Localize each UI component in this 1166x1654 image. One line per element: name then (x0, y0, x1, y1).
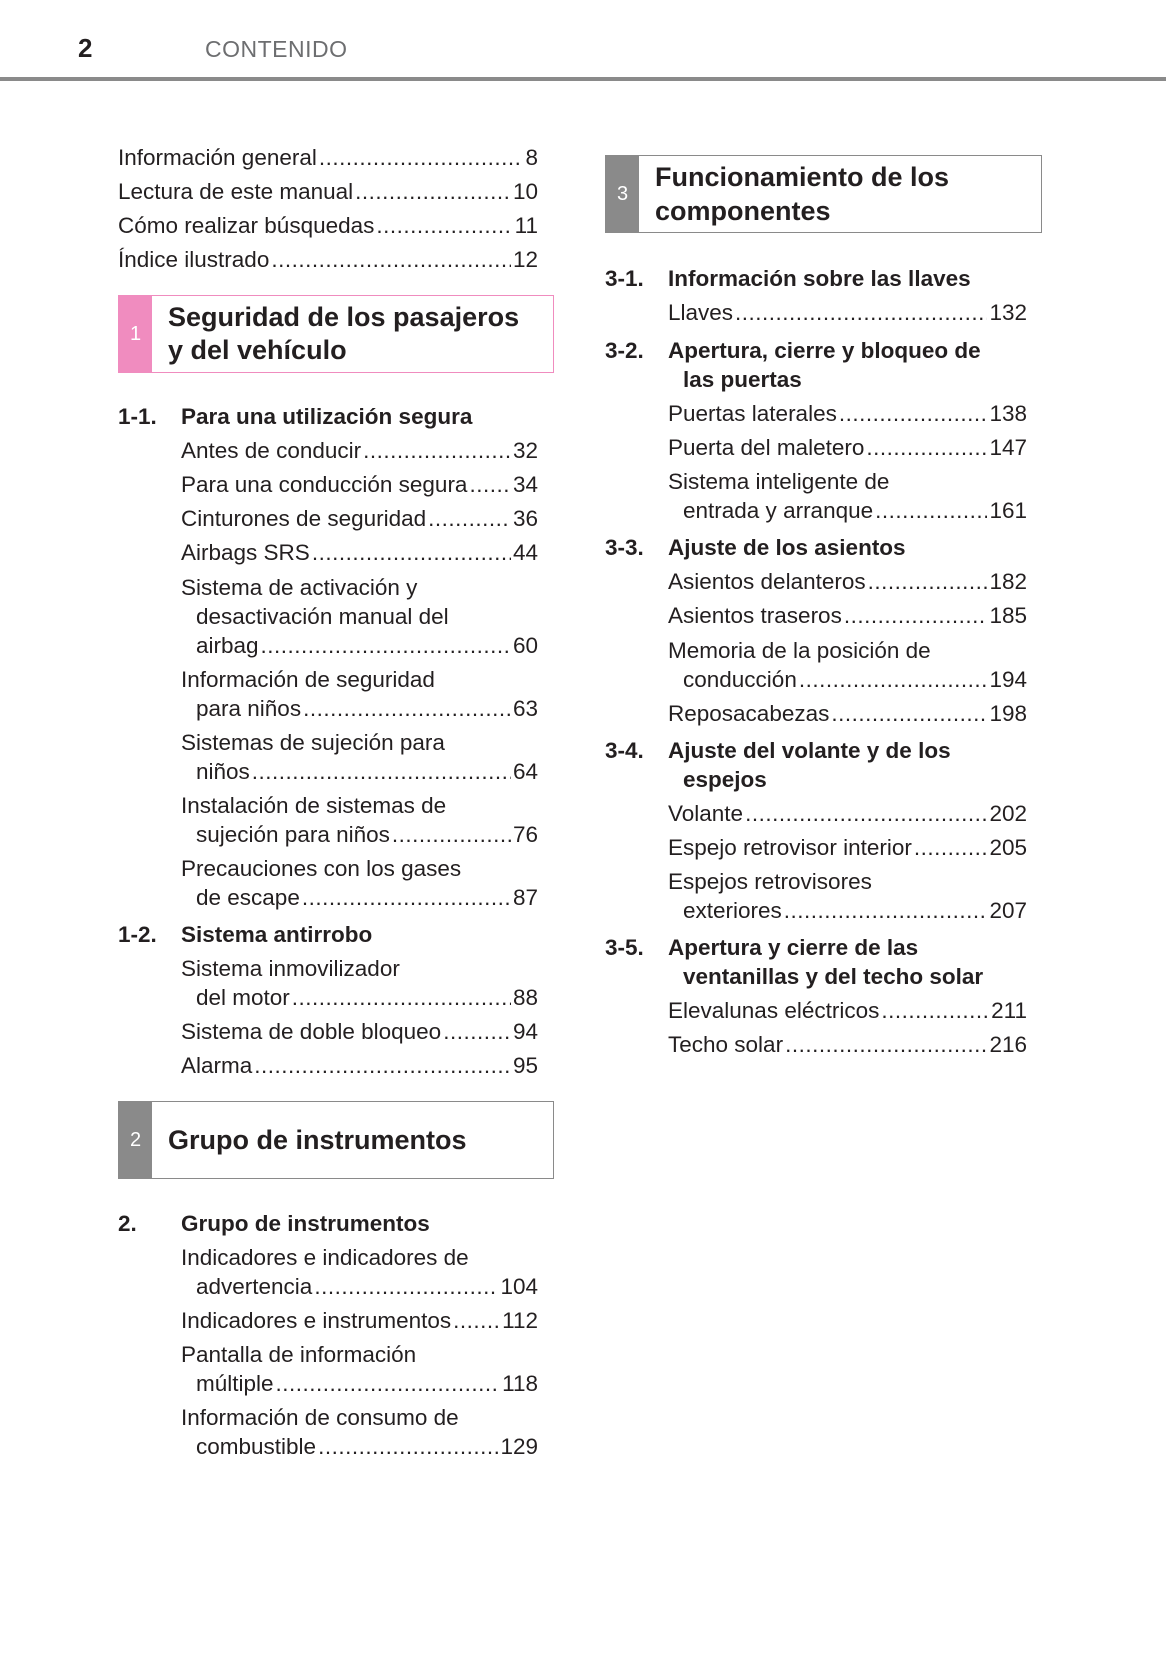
toc-entry-page: 10 (512, 179, 538, 204)
section-title-line2[interactable]: las puertas (683, 367, 802, 392)
toc-entry[interactable] (668, 302, 1027, 325)
toc-entry-page: 88 (512, 985, 538, 1010)
toc-entry-page: 95 (512, 1053, 538, 1078)
chapter-1-title-line1: Seguridad de los pasajeros (168, 302, 520, 332)
toc-entry-label-line1[interactable]: Memoria de la posición de (668, 638, 931, 663)
leader-dots (784, 900, 988, 923)
toc-entry-page: 94 (512, 1019, 538, 1044)
leader-dots (785, 1034, 987, 1057)
chapter-1-header[interactable] (118, 295, 554, 373)
toc-entry-page: 112 (502, 1308, 538, 1333)
section-title: Para una utilización segura (181, 404, 473, 429)
toc-entry-label-line1[interactable]: Espejos retrovisores (668, 869, 872, 894)
leader-dots (392, 824, 511, 847)
toc-entry-page: 34 (512, 472, 538, 497)
toc-entry[interactable] (181, 474, 538, 497)
toc-entry[interactable] (181, 1021, 538, 1044)
toc-entry-label: airbag (196, 633, 259, 658)
leader-dots (844, 605, 988, 628)
leader-dots (443, 1021, 511, 1044)
toc-entry[interactable] (181, 440, 538, 463)
section-title: Grupo de instrumentos (181, 1211, 430, 1236)
page-header (0, 0, 1166, 82)
leader-dots (914, 837, 988, 860)
toc-entry-page: 138 (989, 401, 1027, 426)
leader-dots (376, 215, 512, 238)
toc-entry-label: Asientos traseros (668, 603, 842, 628)
section-number: 2. (118, 1211, 137, 1236)
section-title-line2[interactable]: ventanillas y del techo solar (683, 964, 984, 989)
leader-dots (303, 698, 511, 721)
leader-dots (302, 887, 511, 910)
toc-entry[interactable] (196, 824, 538, 847)
toc-entry-label: Espejo retrovisor interior (668, 835, 912, 860)
leader-dots (261, 635, 511, 658)
toc-entry-page: 182 (989, 569, 1027, 594)
toc-entry-page: 118 (502, 1371, 538, 1396)
toc-entry[interactable] (683, 900, 1027, 923)
toc-entry-label-line1[interactable]: Sistemas de sujeción para (181, 730, 445, 755)
toc-entry-label: Reposacabezas (668, 701, 830, 726)
chapter-3-tab: 3 (606, 156, 639, 232)
leader-dots (312, 542, 511, 565)
section-number: 3-5. (605, 935, 644, 960)
leader-dots (866, 437, 987, 460)
toc-entry-page: 104 (500, 1274, 538, 1299)
toc-entry-page: 202 (989, 801, 1027, 826)
toc-entry-label: sujeción para niños (196, 822, 390, 847)
toc-entry[interactable] (683, 669, 1027, 692)
toc-entry-page: 32 (512, 438, 538, 463)
toc-entry[interactable] (118, 181, 538, 204)
header-rule (0, 77, 1166, 81)
toc-entry-label: Sistema de doble bloqueo (181, 1019, 442, 1044)
chapter-2-header[interactable] (118, 1101, 554, 1179)
leader-dots (276, 1373, 501, 1396)
toc-entry-label: Índice ilustrado (118, 247, 270, 272)
toc-entry-page: 185 (989, 603, 1027, 628)
section-title: Sistema antirrobo (181, 922, 373, 947)
leader-dots (318, 1436, 498, 1459)
toc-entry-label: múltiple (196, 1371, 274, 1396)
toc-entry[interactable] (196, 987, 538, 1010)
toc-entry-label: exteriores (683, 898, 782, 923)
toc-entry-label: entrada y arranque (683, 498, 874, 523)
toc-entry[interactable] (668, 437, 1027, 460)
toc-entry-page: 211 (991, 998, 1027, 1023)
toc-entry[interactable] (196, 1373, 538, 1396)
leader-dots (469, 474, 511, 497)
toc-entry-page: 87 (512, 885, 538, 910)
toc-entry-page: 12 (512, 247, 538, 272)
leader-dots (428, 508, 511, 531)
leader-dots (881, 1000, 989, 1023)
toc-entry-page: 11 (514, 213, 538, 238)
page-number: 2 (78, 33, 93, 63)
toc-entry-page: 60 (512, 633, 538, 658)
leader-dots (831, 703, 987, 726)
section-title-line2[interactable]: espejos (683, 767, 767, 792)
toc-entry-label: combustible (196, 1434, 317, 1459)
toc-entry[interactable] (181, 1055, 538, 1078)
leader-dots (363, 440, 511, 463)
toc-entry-page: 207 (989, 898, 1027, 923)
section-title: Ajuste del volante y de los (668, 738, 951, 763)
toc-entry-page: 44 (512, 540, 538, 565)
toc-entry-label-line1[interactable]: Instalación de sistemas de (181, 793, 447, 818)
toc-entry-label: Lectura de este manual (118, 179, 354, 204)
toc-entry[interactable] (196, 1436, 538, 1459)
toc-entry-label-line1[interactable]: Pantalla de información (181, 1342, 417, 1367)
leader-dots (314, 1276, 498, 1299)
toc-entry-label: del motor (196, 985, 290, 1010)
leader-dots (868, 571, 988, 594)
toc-entry-page: 129 (500, 1434, 538, 1459)
toc-entry-label: Antes de conducir (181, 438, 362, 463)
toc-entry-label: conducción (683, 667, 797, 692)
toc-entry[interactable] (668, 1034, 1027, 1057)
toc-entry[interactable] (118, 215, 538, 238)
toc-entry-label-line1[interactable]: Sistema de activación y (181, 575, 418, 600)
section-title: Apertura, cierre y bloqueo de (668, 338, 981, 363)
toc-entry[interactable] (668, 1000, 1027, 1023)
toc-entry-label-line1[interactable]: Información de seguridad (181, 667, 435, 692)
leader-dots (292, 987, 511, 1010)
toc-entry[interactable] (668, 571, 1027, 594)
toc-entry-label: niños (196, 759, 250, 784)
section-title: Información sobre las llaves (668, 266, 971, 291)
toc-entry-page: 147 (989, 435, 1027, 460)
toc-entry[interactable] (181, 542, 538, 565)
toc-entry-label: de escape (196, 885, 300, 910)
leader-dots (799, 669, 988, 692)
toc-entry-label: Llaves (668, 300, 734, 325)
toc-entry-label: Puerta del maletero (668, 435, 865, 460)
chapter-3-title-line2: componentes (655, 196, 831, 226)
toc-entry-page: 205 (989, 835, 1027, 860)
toc-entry-page: 36 (512, 506, 538, 531)
toc-entry-label: Información general (118, 145, 317, 170)
header-title: CONTENIDO (205, 36, 348, 62)
toc-entry[interactable] (668, 803, 1027, 826)
toc-entry-label-line1[interactable]: Sistema inteligente de (668, 469, 890, 494)
leader-dots (319, 147, 524, 170)
toc-entry-label-line1[interactable]: Indicadores e indicadores de (181, 1245, 469, 1270)
section-number: 3-1. (605, 266, 644, 291)
toc-entry-page: 76 (512, 822, 538, 847)
toc-entry-label: advertencia (196, 1274, 313, 1299)
leader-dots (254, 1055, 511, 1078)
toc-entry[interactable] (118, 249, 538, 272)
section-number: 3-2. (605, 338, 644, 363)
toc-entry-label: Techo solar (668, 1032, 784, 1057)
toc-entry[interactable] (668, 605, 1027, 628)
chapter-3-title-line1: Funcionamiento de los (655, 162, 950, 192)
toc-entry-label-line2[interactable]: desactivación manual del (196, 604, 449, 629)
toc-entry-label-line1[interactable]: Precauciones con los gases (181, 856, 462, 881)
toc-entry[interactable] (196, 887, 538, 910)
toc-entry-label: Alarma (181, 1053, 253, 1078)
toc-entry-label-line1[interactable]: Sistema inmovilizador (181, 956, 400, 981)
leader-dots (453, 1310, 500, 1333)
toc-entry[interactable] (196, 698, 538, 721)
toc-entry[interactable] (668, 703, 1027, 726)
toc-entry-page: 198 (989, 701, 1027, 726)
toc-entry-label: Cómo realizar búsquedas (118, 213, 375, 238)
section-number: 1-1. (118, 404, 157, 429)
toc-entry[interactable] (668, 403, 1027, 426)
leader-dots (735, 302, 987, 325)
toc-entry-label: Volante (668, 801, 744, 826)
leader-dots (355, 181, 511, 204)
leader-dots (252, 761, 511, 784)
toc-entry-label: Airbags SRS (181, 540, 310, 565)
toc-entry-label: Puertas laterales (668, 401, 837, 426)
toc-entry-label: Indicadores e instrumentos (181, 1308, 452, 1333)
leader-dots (839, 403, 988, 426)
toc-entry[interactable] (196, 761, 538, 784)
toc-entry-label-line1[interactable]: Información de consumo de (181, 1405, 459, 1430)
section-number: 3-4. (605, 738, 644, 763)
toc-entry-label: Para una conducción segura (181, 472, 468, 497)
toc-entry-page: 161 (989, 498, 1027, 523)
toc-entry[interactable] (196, 1276, 538, 1299)
toc-entry[interactable] (118, 147, 538, 170)
chapter-2-title: Grupo de instrumentos (168, 1125, 467, 1155)
toc-entry[interactable] (181, 508, 538, 531)
toc-entry-page: 64 (512, 759, 538, 784)
toc-entry-page: 8 (525, 145, 538, 170)
toc-entry-label: Asientos delanteros (668, 569, 866, 594)
toc-entry-page: 63 (512, 696, 538, 721)
toc-entry[interactable] (196, 635, 538, 658)
section-number: 1-2. (118, 922, 157, 947)
chapter-1-tab: 1 (119, 296, 152, 372)
chapter-1-title-line2: y del vehículo (168, 335, 347, 365)
toc-entry-page: 194 (989, 667, 1027, 692)
toc-entry-page: 132 (989, 300, 1027, 325)
leader-dots (271, 249, 511, 272)
toc-entry[interactable] (668, 837, 1027, 860)
section-title: Apertura y cierre de las (668, 935, 919, 960)
leader-dots (875, 500, 987, 523)
toc-entry-label: Cinturones de seguridad (181, 506, 427, 531)
toc-entry[interactable] (181, 1310, 538, 1333)
leader-dots (745, 803, 987, 826)
section-title: Ajuste de los asientos (668, 535, 906, 560)
chapter-2-tab: 2 (119, 1102, 152, 1178)
chapter-3-header[interactable] (605, 155, 1042, 233)
toc-entry[interactable] (683, 500, 1027, 523)
toc-entry-label: para niños (196, 696, 302, 721)
toc-entry-page: 216 (989, 1032, 1027, 1057)
section-number: 3-3. (605, 535, 644, 560)
toc-entry-label: Elevalunas eléctricos (668, 998, 880, 1023)
